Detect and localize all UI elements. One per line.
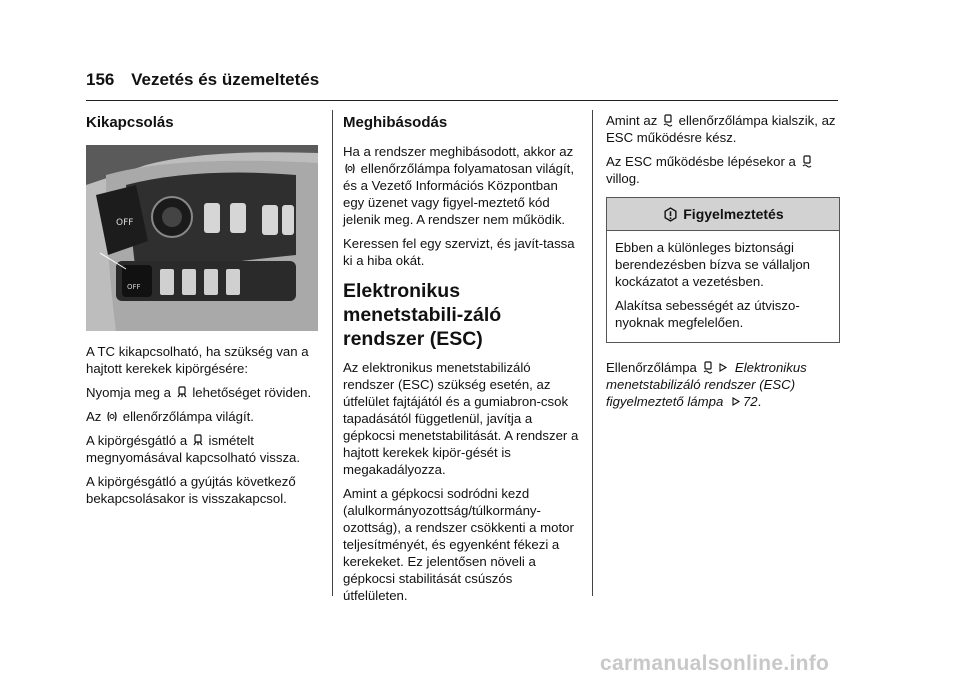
heading-kikapcsolas: Kikapcsolás	[86, 114, 174, 131]
button-label-bottom: OFF	[127, 283, 141, 291]
warning-icon	[664, 207, 677, 222]
warning-box	[606, 197, 840, 343]
column-divider-2	[592, 110, 593, 596]
reference-link[interactable]: Elektronikus menetstabilizáló rendszer (ESC) figyelmeztető lámpa	[606, 360, 807, 409]
esc-lamp-icon	[663, 114, 673, 127]
paragraph: Amint az ellenőrzőlámpa kialszik, az ESC működésre kész.	[606, 113, 836, 145]
reference-page[interactable]: 72	[742, 394, 758, 409]
traction-off-icon	[177, 386, 187, 399]
paragraph: Az ellenőrzőlámpa világít.	[86, 409, 254, 424]
cross-reference: Ellenőrzőlámpa Elektronikus menetstabilizáló rendszer (ESC) figyelmeztető lámpa 72.	[606, 360, 807, 409]
page-header	[86, 70, 319, 90]
heading-meghibasodas: Meghibásodás	[343, 114, 448, 131]
paragraph: Az ESC működésbe lépésekor a villog.	[606, 153, 840, 187]
paragraph: A kipörgésgátló a ismételt megnyomásával kapcsolható vissza.	[86, 433, 301, 465]
column-2	[343, 108, 579, 611]
paragraph: A kipörgésgátló a gyújtás következő bekapcsolásakor is visszakapcsol.	[86, 474, 296, 506]
header-rule	[86, 100, 838, 101]
warning-title: Figyelmeztetés	[683, 206, 784, 222]
page-reference-icon	[731, 395, 741, 408]
paragraph: Nyomja meg a lehetőséget röviden.	[86, 385, 312, 400]
watermark: carmanualsonline.info	[600, 652, 830, 675]
traction-warning-lamp-icon	[107, 410, 117, 423]
paragraph: Az elektronikus menetstabilizáló rendszer (ESC) szükség esetén, az útfelület fajtájától és a gumiabron-csok tapadásától függetlenül, javítja a gépkocsi menetstabilitását. A rendszer a hajtott kerekek kipör-gését is megakadályozza.	[343, 360, 579, 477]
paragraph: Amint a gépkocsi sodródni kezd (alulkormányozottság/túlkormány-ozottság), a rendszer csökkenti a motor teljesítményét, és egyenként fékezi a kerekeket. Ez jelentősen növeli a gépkocsi stabilitását csúszós útfelületen.	[343, 486, 574, 603]
esc-lamp-icon	[802, 155, 812, 168]
page-reference-icon	[718, 361, 728, 374]
section-title-esc: Elektronikus menetstabili-záló rendszer (ESC)	[343, 280, 502, 350]
paragraph: A TC kikapcsolható, ha szükség van a hajtott kerekek kipörgésére:	[86, 344, 309, 376]
paragraph: Ha a rendszer meghibásodott, akkor az ellenőrzőlámpa folyamatosan világít, és a Vezető Információs Központban egy üzenet vagy figyel-meztető kód jelenik meg. A rendszer nem működik.	[343, 144, 574, 227]
warning-paragraph: Ebben a különleges biztonsági berendezésben bízva se vállaljon kockázatot a vezetésben.	[615, 240, 811, 289]
traction-warning-lamp-icon	[345, 162, 355, 175]
column-divider-1	[332, 110, 333, 596]
button-label-top: OFF	[116, 218, 134, 228]
column-1	[86, 108, 322, 514]
page-title: Vezetés és üzemeltetés	[131, 70, 320, 89]
esc-lamp-icon	[703, 361, 713, 374]
page-number: 156	[86, 70, 115, 89]
warning-body	[607, 231, 839, 342]
warning-paragraph: Alakítsa sebességét az útviszo-nyoknak megfelelően.	[615, 298, 800, 330]
paragraph: Keressen fel egy szervizt, és javít-tassa ki a hiba okát.	[343, 236, 575, 268]
traction-control-photo	[86, 145, 318, 331]
warning-header	[607, 198, 839, 231]
column-3	[606, 108, 840, 417]
traction-off-icon	[193, 434, 203, 447]
